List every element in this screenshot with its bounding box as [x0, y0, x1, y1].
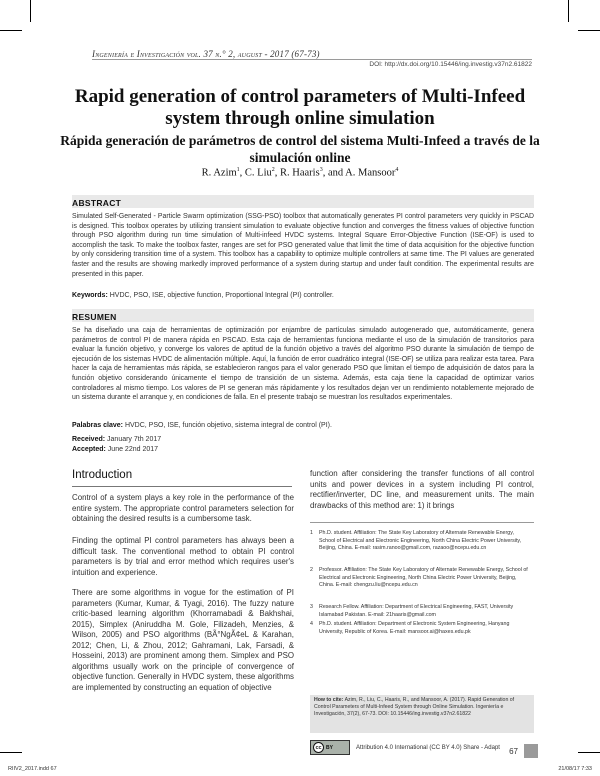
- crop-mark: [578, 30, 600, 31]
- crop-mark: [578, 752, 600, 753]
- cc-icon: cc: [313, 742, 324, 753]
- crop-mark: [0, 752, 22, 753]
- accepted-date: Accepted: June 22nd 2017: [72, 446, 159, 453]
- title-spanish: Rápida generación de parámetros de control del sistema Multi-Infeed a través de la simulación online: [60, 133, 540, 165]
- citation-text: How to cite: Azim, R., Liu, C., Haaris, R., and Mansoor, A. (2017). Rapid Generation of Control Parameters of Multi-Infeed System through Online Simulation. Ingeniería e Investigación, 37(2), 67-73. DOI: 10.15446/ing.investig.v37n2.61822: [314, 697, 515, 718]
- footnote: 1 Ph.D. student. Affiliation: The State Key Laboratory of Alternate Renewable Energy, School of Electrical and Electronic Engineering, North China Electric Power University, Beijing, China. E-mail: rasim.ranoo@gmail.com, razaoo@ncepu.edu.cn: [310, 530, 522, 552]
- author-name: A. Mansoor: [345, 167, 396, 179]
- footnote: 2 Professor. Affiliation: The State Key Laboratory of Alternate Renewable Energy, School of Electrical and Electronic Engineering, North China Electric Power University, Beijing, China. E-mail: chengzu.liu@ncepu.edu.cn: [310, 567, 528, 589]
- print-slug-right: 21/08/17 7:33: [558, 766, 592, 772]
- page-number: 67: [509, 747, 518, 756]
- intro-paragraph-1: Control of a system plays a key role in the performance of the entire system. The appropriate control parameters selection for obtaining the desired results is a cumbersome task.: [72, 493, 294, 523]
- title-english: Rapid generation of control parameters of Multi-Infeed system through online simulation: [74, 86, 526, 129]
- author-list: R. Azim$^1$, C. Liu$^2$, R. Haaris$^3$, and A. Mansoor$^4$: [201, 167, 399, 179]
- abstract-heading-box: [72, 195, 534, 208]
- abstract-heading: ABSTRACT: [72, 198, 122, 208]
- crop-mark: [568, 0, 569, 22]
- footnote: 3 Research Fellow. Affiliation: Department of Electrical Engineering, FAST, University Islamabad Pakistan. E-mail: 21haaris@gmail.com: [310, 604, 514, 618]
- author-name: C. Liu: [244, 167, 272, 179]
- resumen-heading-box: [72, 309, 534, 322]
- received-date: Received: January 7th 2017: [72, 436, 162, 443]
- resumen-keywords: Palabras clave: HVDC, PSO, ISE, función objetivo, sistema integral de control (PI).: [72, 422, 332, 429]
- license-text: Attribution 4.0 International (CC BY 4.0) Share - Adapt: [356, 745, 500, 751]
- footnote-rule: [310, 522, 534, 523]
- by-icon: BY: [326, 744, 333, 751]
- introduction-heading: Introduction: [72, 469, 133, 481]
- introduction-rule: [72, 486, 292, 487]
- crop-mark: [0, 30, 22, 31]
- cc-license-badge[interactable]: [310, 740, 350, 755]
- author-name: R. Haaris: [280, 167, 320, 179]
- crop-mark: [30, 0, 31, 22]
- resumen-heading: RESUMEN: [72, 312, 117, 322]
- intro-paragraph-2: Finding the optimal PI control parameters has always been a difficult task. The conventional method to obtain PI control parameters is by trial and error method which requires user's intuition and experience.: [72, 536, 294, 577]
- author-name: R. Azim: [201, 167, 237, 179]
- intro-paragraph-3: There are some algorithms in vogue for the estimation of PI parameters (Kumar, Kumar, & Tyagi, 2016). The fuzzy nature critic-based learning algorithm (Khorramabadi & Bakhshai, 2015), Simplex (Aniruddha M. Gole, Filizadeh, Menzies, & Wilson, 2005) and PSO algorithms (BÃ°NgÃ¢eL & Karahan, 2012; Chen, Li, & Zhou, 2012; Gahramani, Lak, Farsadi, & Hosseini, 2013) are prominent among them. Simplex and PSO algorithms usually work on the principle of convergence of objective function. Generally in HVDC system, these algorithms are implemented by constructing an equation of objective: [72, 588, 294, 692]
- abstract-text: Simulated Self-Generated - Particle Swarm optimization (SSG-PSO) toolbox that automatically generates PI control parameters very quickly in PSCAD is designed. This toolbox operates by utilizing transient simulation to evaluate objective function and converges the fitness values of objective function through PSO algorithm during run time simulation of Multi-infeed HVDC systems. Integral Square Error-Objective Function (ISE-OF) is used to accomplish the task. To make the toolbox faster, ranges are set for PSO generated value that limit the time of data acquisition for the objective function by only considering transition time of a system. This toolbox has a capability to optimize multiple controllers at same time. The PI values are generated faster and the results are showing markedly improved performance of a system during startup and under fault condition. The experimental results are presented in this paper.: [72, 213, 534, 278]
- doi-link[interactable]: DOI: http://dx.doi.org/10.15446/ing.investig.v37n2.61822: [369, 61, 532, 68]
- abstract-keywords: Keywords: HVDC, PSO, ISE, objective function, Proportional Integral (PI) controller.: [72, 292, 334, 299]
- print-slug-left: RIIV2_2017.indd 67: [8, 766, 57, 772]
- header-rule: [92, 59, 532, 60]
- page-number-tab: [524, 744, 538, 758]
- resumen-text: Se ha diseñado una caja de herramientas de optimización por enjambre de partículas simulado autogenerado que, automáticamente, genera parámetros de control PI de manera rápida en PSCAD. Esta caja de herramientas funciona mediante el uso de la simulación de transitorios para evaluar la función objetivo, y converge los valores de aptitud de la función objetivo a través del algoritmo PSO durante la simulación de tiempo de ejecución de los sistemas HVDC de alimentación múltiple. Aquí, la función de error cuadrático integral (ISE-OF) se utiliza para realizar esta tarea. Para hacer la caja de herramientas más rápida, se establecieron rangos para el valor generado PSO que limitan el tiempo de adquisición de datos para la función objetivo considerando únicamente el tiempo de transición de un sistema. Además, esta caja tiene la capacidad de optimizar varios controladores al mismo tiempo. Los valores de PI se generan más rápidamente y los resultados dejan ver un rendimiento notablemente mejorado de un sistema durante el arranque y, en condiciones de falla. En el presente trabajo se muestran los resultados experimentales.: [72, 327, 534, 402]
- footnote: 4 Ph.D. student. Affiliation: Department of Electronic System Engineering, Hanyang University, Republic of Korea. E-mail: mansoor.ai@haxes.edu.pk: [310, 621, 510, 635]
- intro-paragraph-right: function after considering the transfer functions of all control units and power devices in a system including PI control, rectifier/inverter, DC line, and measurement units. The main drawbacks of this method are: 1) it brings: [310, 469, 534, 510]
- journal-header: Ingeniería e Investigación vol. 37 n.° 2, august - 2017 (67-73): [92, 49, 320, 59]
